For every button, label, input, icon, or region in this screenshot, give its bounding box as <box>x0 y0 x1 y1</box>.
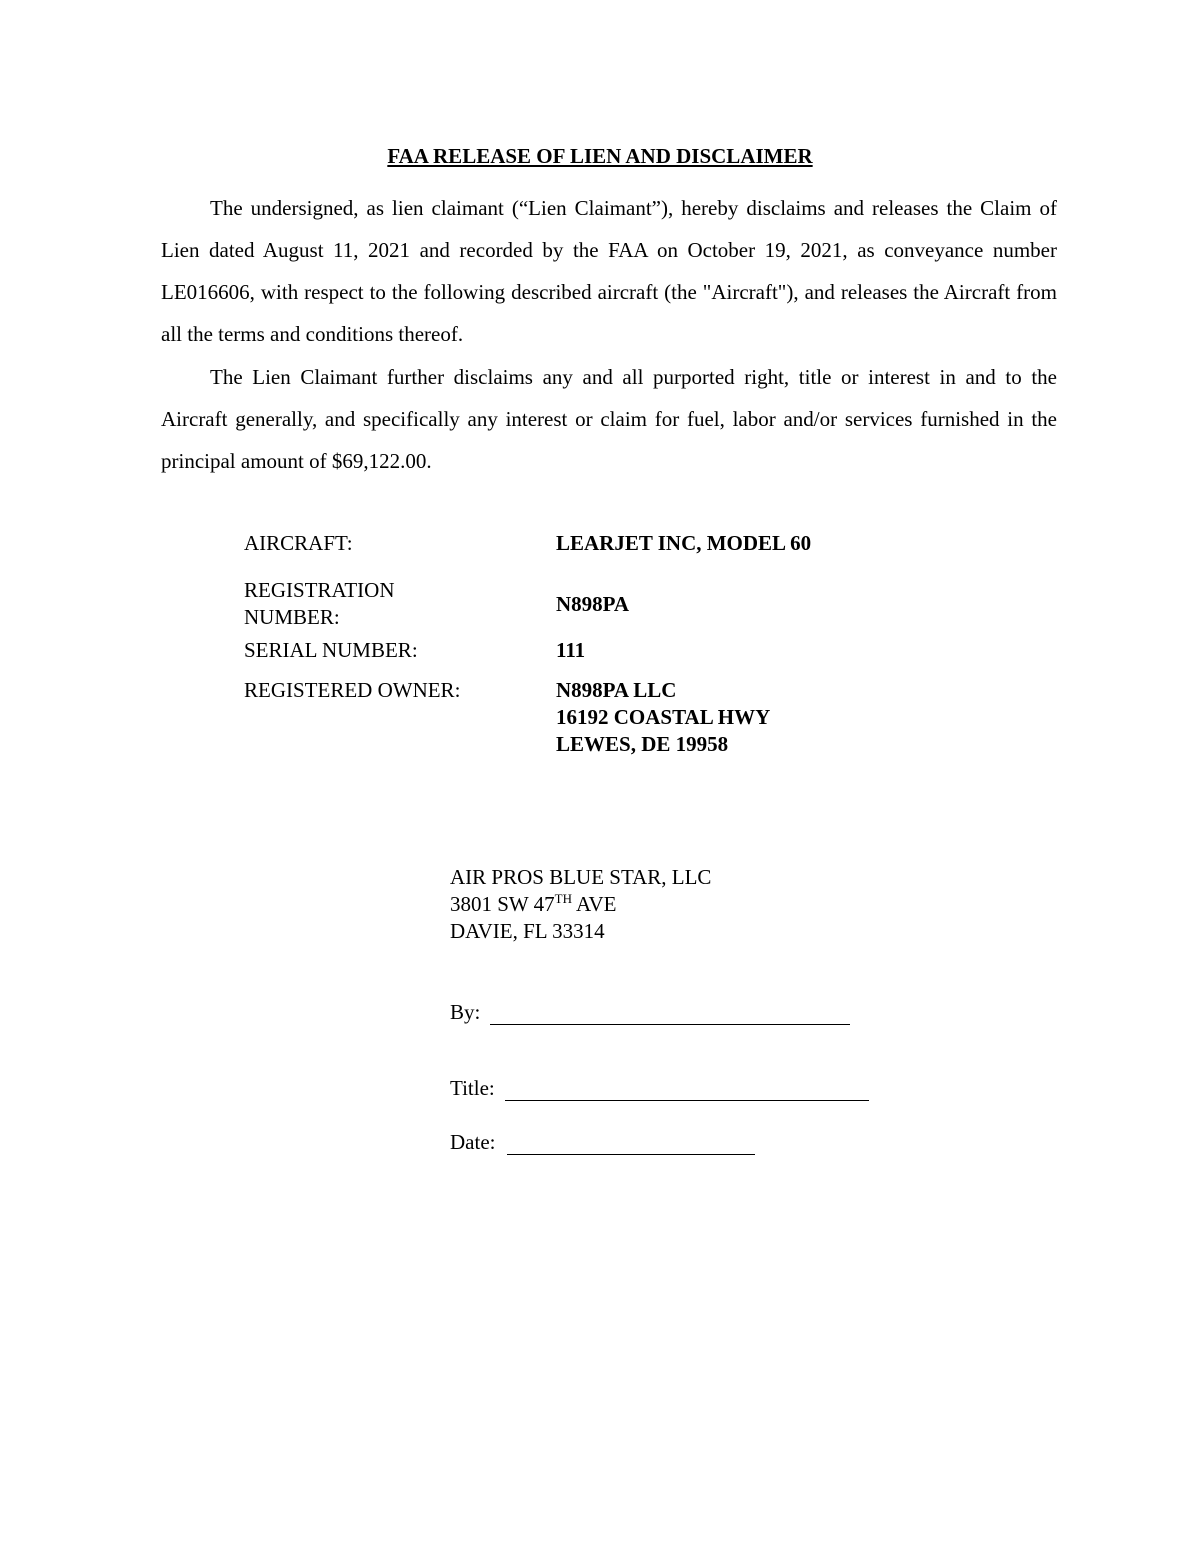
registration-row <box>244 571 944 637</box>
aircraft-details-table <box>244 530 944 758</box>
owner-label: REGISTERED OWNER: <box>244 678 461 702</box>
aircraft-row <box>244 530 944 571</box>
owner-name: N898PA LLC <box>556 678 677 702</box>
owner-street: 16192 COASTAL HWY <box>556 705 771 729</box>
title-field[interactable] <box>505 1080 869 1101</box>
serial-row <box>244 637 944 677</box>
release-paragraph: The undersigned, as lien claimant (“Lien Claimant”), hereby disclaims and releases the Claim of Lien dated August 11, 2021 and recorded by the FAA on October 19, 2021, as conveyance number LE016606, with respect to the following described aircraft (the "Aircraft"), and releases the Aircraft from all the terms and conditions thereof. <box>161 196 1057 346</box>
registration-value: N898PA <box>556 591 630 616</box>
aircraft-label: AIRCRAFT: <box>244 531 353 555</box>
aircraft-value: LEARJET INC, MODEL 60 <box>556 531 812 555</box>
date-field[interactable] <box>507 1134 755 1155</box>
by-label: By: <box>450 1000 481 1024</box>
claimant-city: DAVIE, FL 33314 <box>450 919 605 943</box>
claimant-address-prefix: 3801 SW 47 <box>450 892 555 916</box>
owner-city: LEWES, DE 19958 <box>556 732 729 756</box>
claimant-name: AIR PROS BLUE STAR, LLC <box>450 865 712 889</box>
registration-label <box>244 577 556 631</box>
signature-date-line <box>450 1130 755 1155</box>
owner-value <box>556 677 770 758</box>
by-signature-field[interactable] <box>490 1004 850 1025</box>
claimant-address <box>450 891 711 918</box>
serial-label: SERIAL NUMBER: <box>244 638 418 662</box>
registration-label-line2: NUMBER: <box>244 605 340 629</box>
disclaimer-paragraph: The Lien Claimant further disclaims any and all purported right, title or interest in and to the Aircraft generally, and specifically any interest or claim for fuel, labor and/or services furnished in the principal amount of $69,122.00. <box>161 365 1057 473</box>
serial-value: 111 <box>556 638 586 662</box>
owner-row <box>244 677 944 758</box>
claimant-block <box>450 864 711 945</box>
date-label: Date: <box>450 1130 496 1154</box>
signature-title-line <box>450 1076 869 1101</box>
claimant-address-superscript: TH <box>554 891 572 906</box>
document-title: FAA RELEASE OF LIEN AND DISCLAIMER <box>387 144 813 168</box>
signature-by-line <box>450 1000 850 1025</box>
registration-label-line1: REGISTRATION <box>244 578 395 602</box>
title-label: Title: <box>450 1076 495 1100</box>
claimant-address-suffix: AVE <box>571 892 617 916</box>
